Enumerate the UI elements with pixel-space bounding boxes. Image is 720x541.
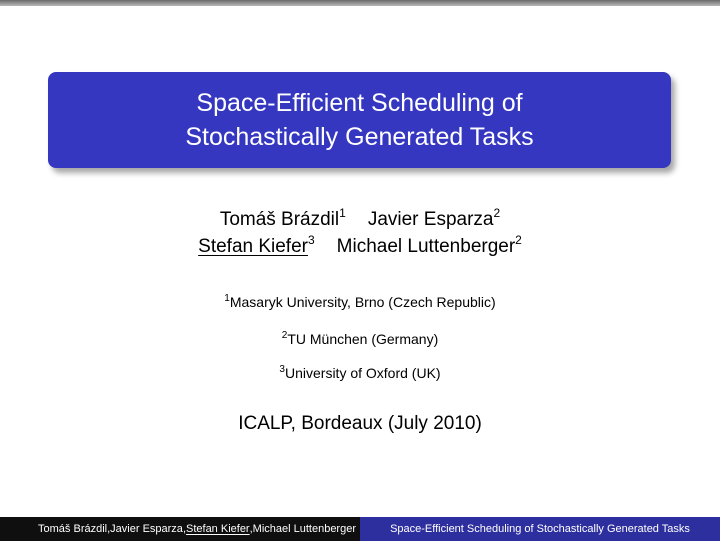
footer-title: Space-Efficient Scheduling of Stochastically Generated Tasks xyxy=(360,517,720,541)
affiliation-1: $^1$Masaryk University, Brno (Czech Republic) xyxy=(224,293,496,310)
title-line-2: Stochastically Generated Tasks xyxy=(185,123,534,151)
author-kiefer: Stefan Kiefer$^3$ xyxy=(198,233,315,257)
title-box xyxy=(48,72,671,168)
author-brazdil: Tomáš Brázdil$^1$ xyxy=(219,206,346,230)
author-luttenberger: Michael Luttenberger$^2$ xyxy=(336,233,522,257)
event-info: ICALP, Bordeaux (July 2010) xyxy=(238,413,482,434)
footer-authors: Tomáš Brázdil , Javier Esparza , Stefan Kiefer , Michael Luttenberger xyxy=(0,517,360,541)
slide-footer xyxy=(0,517,720,541)
affiliation-3: $^3$University of Oxford (UK) xyxy=(279,364,441,381)
title-line-1: Space-Efficient Scheduling of xyxy=(196,89,523,117)
authors-row-2 xyxy=(0,235,720,259)
top-gradient-bar xyxy=(0,0,720,6)
authors-row-1 xyxy=(0,208,720,232)
author-esparza: Javier Esparza$^2$ xyxy=(367,206,501,230)
affiliation-2: $^2$TU München (Germany) xyxy=(281,330,439,347)
